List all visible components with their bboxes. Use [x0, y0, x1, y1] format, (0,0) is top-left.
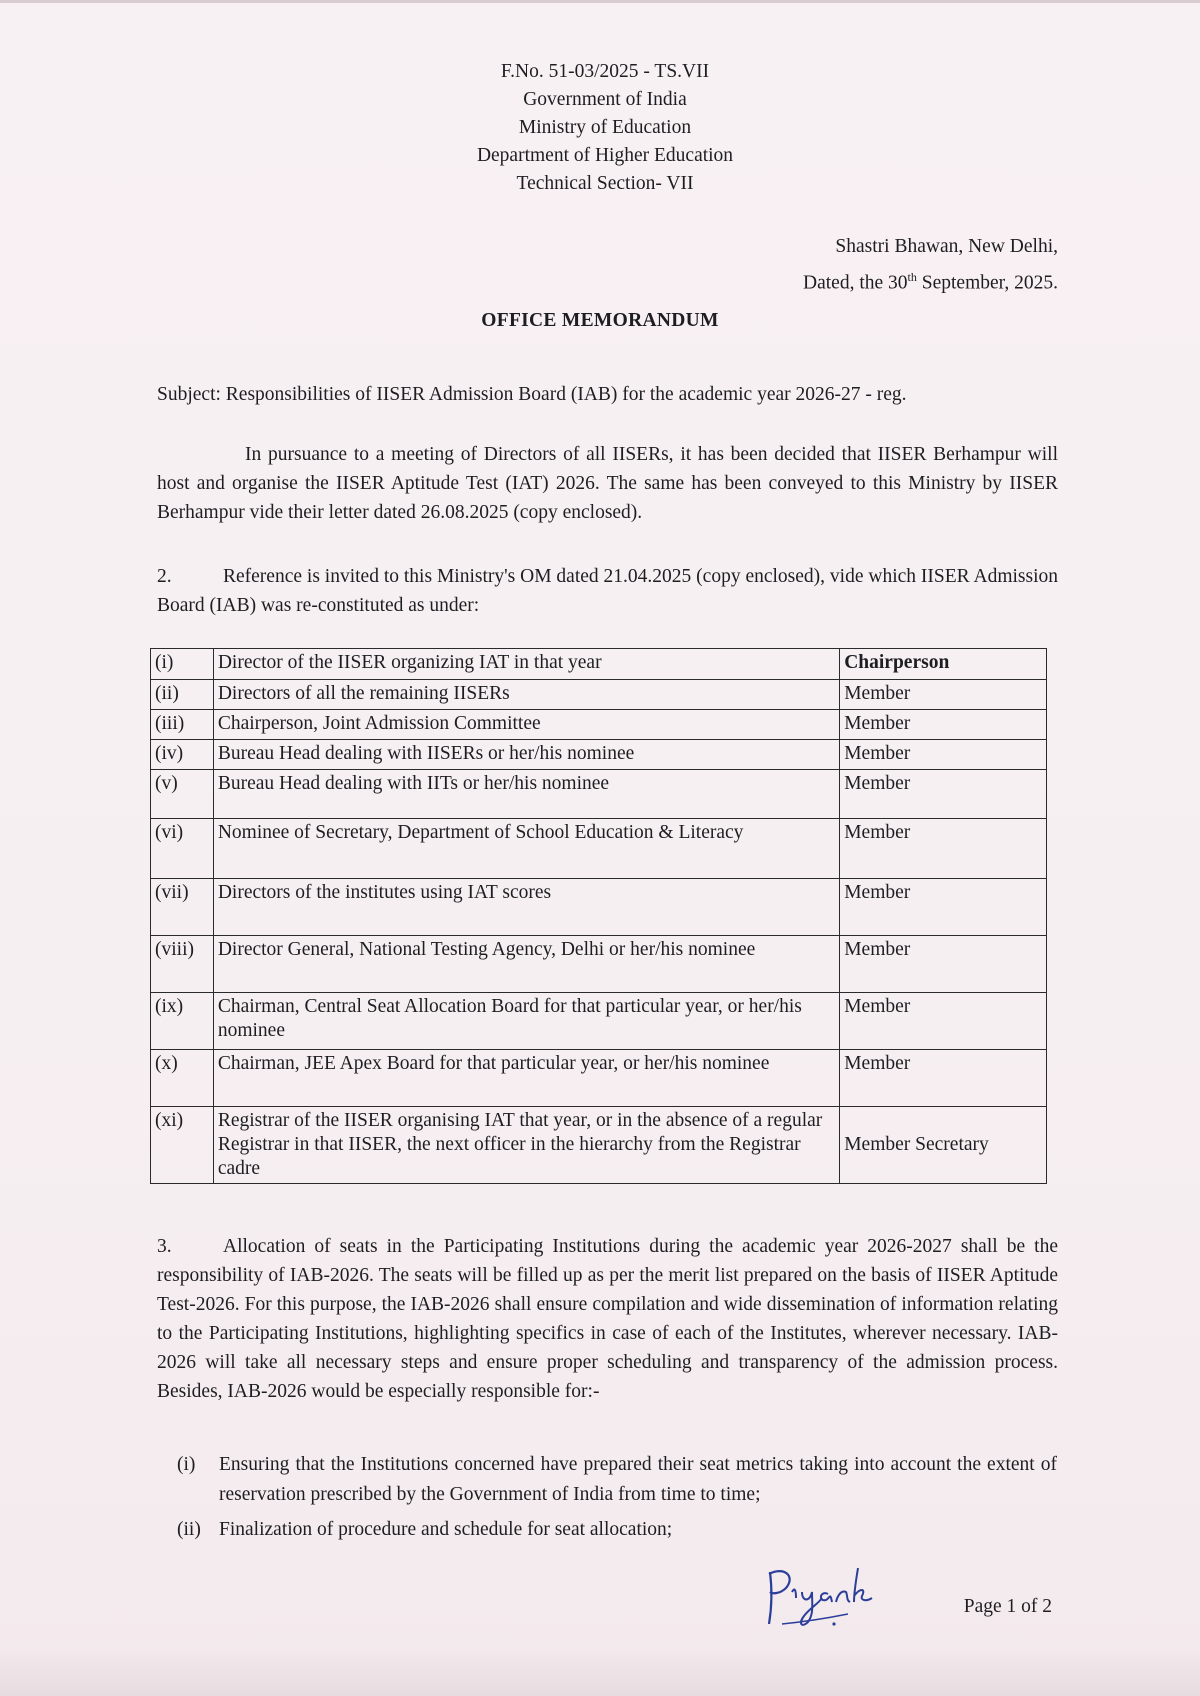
row-status: Member: [840, 710, 1047, 740]
date: Dated, the 30th September, 2025.: [803, 270, 1058, 294]
row-index: (v): [151, 770, 214, 819]
paragraph-number: 3.: [157, 1236, 172, 1257]
table-row: [151, 770, 1047, 819]
table-row: [151, 879, 1047, 936]
row-role: Chairman, Central Seat Allocation Board for that particular year, or her/his nominee: [213, 993, 839, 1050]
row-status: Member: [840, 819, 1047, 879]
row-status: Member: [840, 680, 1047, 710]
row-role: Bureau Head dealing with IISERs or her/his nominee: [213, 740, 839, 770]
row-role: Directors of the institutes using IAT scores: [213, 879, 839, 936]
row-status: Member: [840, 993, 1047, 1050]
row-role: Directors of all the remaining IISERs: [213, 680, 839, 710]
ministry-name: Ministry of Education: [518, 117, 692, 138]
row-index: (iii): [151, 710, 214, 740]
row-role: Director General, National Testing Agency, Delhi or her/his nominee: [213, 936, 839, 993]
row-index: (x): [151, 1050, 214, 1107]
paragraph-2: 2. Reference is invited to this Ministry's OM dated 21.04.2025 (copy enclosed), vide which IISER Admission Board (IAB) was re-constituted as under:: [157, 562, 1058, 620]
table-row: [151, 1050, 1047, 1107]
paragraph-3: 3. Allocation of seats in the Participating Institutions during the academic year 2026-2027 shall be the responsibility of IAB-2026. The seats will be filled up as per the merit list prepared on the basis of IISER Aptitude Test-2026. For this purpose, the IAB-2026 shall ensure compilation and wide dissemination of information relating to the Participating Institutions, highlighting specifics in case of each of the Institutes, wherever necessary. IAB-2026 will take all necessary steps and ensure proper scheduling and transparency of the admission process. Besides, IAB-2026 would be especially responsible for:-: [157, 1232, 1058, 1406]
table-row: [151, 740, 1047, 770]
list-item: [177, 1515, 1057, 1545]
table-row: [151, 819, 1047, 879]
row-status: Member: [840, 740, 1047, 770]
row-index: (iv): [151, 740, 214, 770]
row-status: Member: [840, 936, 1047, 993]
memo-title: OFFICE MEMORANDUM: [481, 310, 719, 331]
item-text: Finalization of procedure and schedule for seat allocation;: [219, 1519, 673, 1540]
file-number: F.No. 51-03/2025 - TS.VII: [500, 61, 710, 82]
row-status: Member: [840, 1050, 1047, 1107]
row-status: Member: [840, 879, 1047, 936]
table-row: [151, 649, 1047, 680]
letterhead: [0, 58, 1200, 198]
board-composition-table: [150, 648, 1047, 1184]
place-and-date: [803, 232, 1058, 299]
row-index: (viii): [151, 936, 214, 993]
row-role: Director of the IISER organizing IAT in that year: [213, 649, 839, 680]
row-index: (vii): [151, 879, 214, 936]
department-name: Department of Higher Education: [476, 145, 734, 166]
responsibility-list: [177, 1450, 1057, 1550]
row-index: (vi): [151, 819, 214, 879]
row-role: Chairman, JEE Apex Board for that particular year, or her/his nominee: [213, 1050, 839, 1107]
page-number: Page 1 of 2: [963, 1596, 1052, 1617]
table-row: [151, 936, 1047, 993]
row-status: Chairperson: [840, 649, 1047, 680]
row-index: (i): [151, 649, 214, 680]
table-row: [151, 993, 1047, 1050]
item-text: Ensuring that the Institutions concerned have prepared their seat metrics taking into account the extent of reservation prescribed by the Government of India from time to time;: [219, 1454, 1057, 1505]
row-role: Registrar of the IISER organising IAT that year, or in the absence of a regular Registrar in that IISER, the next officer in the hierarchy from the Registrar cadre: [213, 1107, 839, 1184]
row-status: Member Secretary: [840, 1107, 1047, 1184]
subject-line: Subject: Responsibilities of IISER Admission Board (IAB) for the academic year 2026-27 - reg.: [157, 384, 907, 405]
row-role: Bureau Head dealing with IITs or her/his nominee: [213, 770, 839, 819]
table-row: [151, 1107, 1047, 1184]
place: Shastri Bhawan, New Delhi,: [835, 236, 1058, 257]
row-index: (ix): [151, 993, 214, 1050]
scan-edge-line: [0, 0, 1200, 3]
row-role: Chairperson, Joint Admission Committee: [213, 710, 839, 740]
item-number: (i): [177, 1454, 196, 1475]
row-role: Nominee of Secretary, Department of School Education & Literacy: [213, 819, 839, 879]
paragraph-1: In pursuance to a meeting of Directors of all IISERs, it has been decided that IISER Berhampur will host and organise the IISER Aptitude Test (IAT) 2026. The same has been conveyed to this Ministry by IISER Berhampur vide their letter dated 26.08.2025 (copy enclosed).: [157, 444, 1058, 523]
table-row: [151, 710, 1047, 740]
item-number: (ii): [177, 1519, 201, 1540]
section-name: Technical Section- VII: [516, 173, 694, 194]
government-name: Government of India: [523, 89, 687, 110]
row-index: (xi): [151, 1107, 214, 1184]
row-status: Member: [840, 770, 1047, 819]
list-item: [177, 1450, 1057, 1510]
table-row: [151, 680, 1047, 710]
handwritten-signature: [762, 1558, 900, 1638]
row-index: (ii): [151, 680, 214, 710]
paragraph-number: 2.: [157, 566, 172, 587]
scan-shadow: [0, 1646, 1200, 1696]
